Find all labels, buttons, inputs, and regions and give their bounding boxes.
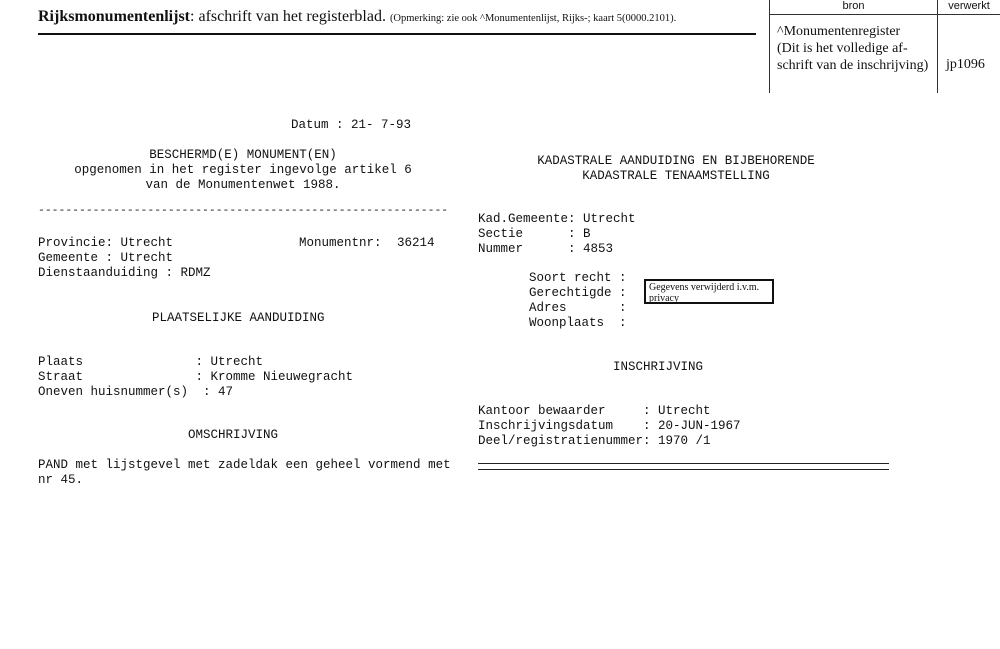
gemeente: Gemeente : Utrecht (38, 251, 174, 265)
sectie: Sectie : B (478, 227, 591, 241)
deel-registratienummer: Deel/registratienummer: 1970 /1 (478, 434, 711, 448)
heading-opgenomen: opgenomen in het register ingevolge artikel 6 (74, 163, 412, 177)
title-note: (Opmerking: zie ook ^Monumentenlijst, Rijks-; kaart 5(0000.2101). (389, 13, 677, 24)
soort-recht: Soort recht : (529, 271, 627, 285)
source-col-verwerkt: verwerkt (948, 0, 990, 12)
plaats: Plaats : Utrecht (38, 355, 264, 369)
kantoor-bewaarder: Kantoor bewaarder : Utrecht (478, 404, 711, 418)
page-title (38, 8, 676, 26)
source-text (777, 23, 928, 74)
omschrijving-line2: nr 45. (38, 473, 84, 487)
kadastrale-heading2: KADASTRALE TENAAMSTELLING (582, 169, 770, 183)
header-rule (38, 33, 756, 35)
inschrijving-heading: INSCHRIJVING (613, 360, 704, 374)
gerechtigde: Gerechtigde : (529, 286, 627, 300)
dashed-rule: ------------------------------------------------------------ (38, 205, 449, 217)
double-rule (478, 463, 889, 470)
kad-gemeente: Kad.Gemeente: Utrecht (478, 212, 636, 226)
kadastrale-heading1: KADASTRALE AANDUIDING EN BIJBEHORENDE (537, 154, 815, 168)
omschrijving-heading: OMSCHRIJVING (188, 428, 279, 442)
inschrijvingsdatum: Inschrijvingsdatum : 20-JUN-1967 (478, 419, 741, 433)
source-code: jp1096 (946, 57, 985, 72)
monumentnr-label: Monumentnr: (299, 236, 382, 250)
heading-monumentenwet: van de Monumentenwet 1988. (145, 178, 341, 192)
plaatselijke-heading: PLAATSELIJKE AANDUIDING (152, 311, 325, 325)
huisnummer: Oneven huisnummer(s) : 47 (38, 385, 234, 399)
straat: Straat : Kromme Nieuwegracht (38, 370, 354, 384)
woonplaats: Woonplaats : (529, 316, 627, 330)
source-line: (Dit is het volledige af- (777, 41, 908, 56)
monumentnr-value: 36214 (397, 236, 435, 250)
source-box-header-rule (769, 14, 1000, 15)
dienstaanduiding: Dienstaanduiding : RDMZ (38, 266, 211, 280)
source-line: ^Monumentenregister (777, 24, 901, 39)
heading-beschermd: BESCHERMD(E) MONUMENT(EN) (149, 148, 337, 162)
omschrijving-line1: PAND met lijstgevel met zadeldak een geheel vormend met (38, 458, 451, 472)
datum: Datum : 21- 7-93 (291, 118, 412, 132)
nummer: Nummer : 4853 (478, 242, 614, 256)
source-line: schrift van de inschrijving) (777, 58, 929, 73)
adres: Adres : (529, 301, 627, 315)
title-rest: : afschrift van het registerblad. (190, 8, 386, 25)
source-col-bron: bron (842, 0, 865, 12)
title-bold: Rijksmonumentenlijst (38, 8, 191, 25)
privacy-redaction-box: Gegevens verwijderd i.v.m. privacy (644, 279, 774, 304)
source-box-divider (937, 0, 938, 93)
provincie: Provincie: Utrecht (38, 236, 174, 250)
